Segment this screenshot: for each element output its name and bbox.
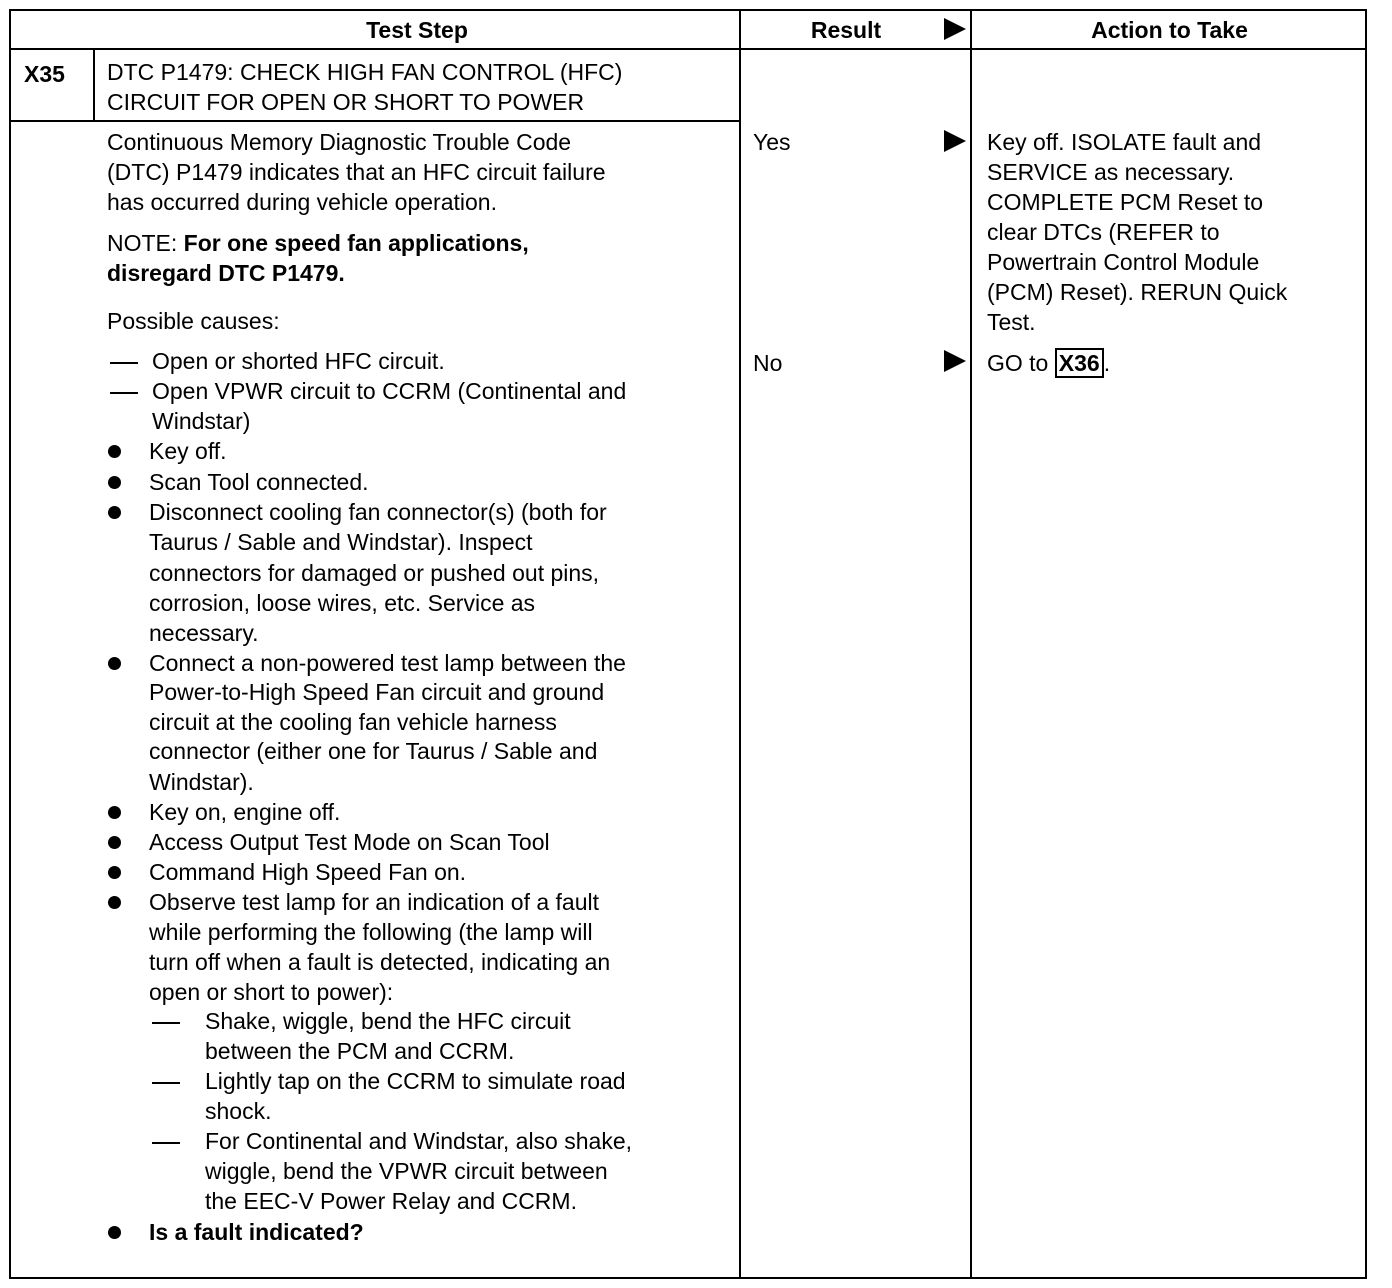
bullet-dot bbox=[108, 476, 121, 489]
action-yes-line: Test. bbox=[987, 309, 1036, 335]
note-text: For one speed fan applications, bbox=[183, 230, 529, 256]
sub-item: Lightly tap on the CCRM to simulate road bbox=[205, 1068, 626, 1094]
step-id-divider bbox=[93, 48, 95, 122]
action-yes-line: (PCM) Reset). RERUN Quick bbox=[987, 279, 1288, 305]
intro-line: (DTC) P1479 indicates that an HFC circuit failure bbox=[107, 159, 606, 185]
sub-item: wiggle, bend the VPWR circuit between bbox=[205, 1158, 608, 1184]
sub-item: Shake, wiggle, bend the HFC circuit bbox=[205, 1008, 571, 1034]
cause-dash bbox=[110, 362, 138, 364]
sub-item: the EEC-V Power Relay and CCRM. bbox=[205, 1188, 577, 1214]
column-divider-action bbox=[970, 9, 972, 1279]
action-yes-line: clear DTCs (REFER to bbox=[987, 219, 1220, 245]
action-no bbox=[987, 348, 1110, 378]
bullet-item: Access Output Test Mode on Scan Tool bbox=[149, 829, 550, 855]
bullet-item: Power-to-High Speed Fan circuit and ground bbox=[149, 679, 605, 705]
bullet-dot bbox=[108, 506, 121, 519]
header-test-step: Test Step bbox=[366, 17, 468, 43]
intro-line: has occurred during vehicle operation. bbox=[107, 189, 497, 215]
step-x36-link[interactable]: X36 bbox=[1055, 348, 1104, 378]
step-id-underline bbox=[9, 120, 95, 122]
sub-item: For Continental and Windstar, also shake, bbox=[205, 1128, 633, 1154]
intro-line: Continuous Memory Diagnostic Trouble Code bbox=[107, 129, 572, 155]
sub-item: between the PCM and CCRM. bbox=[205, 1038, 515, 1064]
question: Is a fault indicated? bbox=[149, 1219, 364, 1245]
bullet-item: Command High Speed Fan on. bbox=[149, 859, 467, 885]
column-divider-result bbox=[739, 9, 741, 1279]
bullet-dot bbox=[108, 657, 121, 670]
bullet-item: Key off. bbox=[149, 438, 227, 464]
action-yes-line: Key off. ISOLATE fault and bbox=[987, 129, 1262, 155]
bullet-item: connector (either one for Taurus / Sable and bbox=[149, 738, 598, 764]
title-divider bbox=[93, 120, 739, 122]
bullet-dot bbox=[108, 836, 121, 849]
bullet-item: corrosion, loose wires, etc. Service as bbox=[149, 590, 536, 616]
bullet-item: while performing the following (the lamp will bbox=[149, 919, 593, 945]
bullet-dot bbox=[108, 896, 121, 909]
result-yes: Yes bbox=[753, 129, 791, 155]
yes-arrow-icon bbox=[944, 130, 966, 152]
bullet-item: turn off when a fault is detected, indicating an bbox=[149, 949, 611, 975]
bullet-dot bbox=[108, 806, 121, 819]
possible-causes-label: Possible causes: bbox=[107, 308, 280, 334]
step-title-line1: DTC P1479: CHECK HIGH FAN CONTROL (HFC) bbox=[107, 59, 623, 85]
bullet-item: open or short to power): bbox=[149, 979, 394, 1005]
header-result: Result bbox=[810, 17, 882, 43]
step-id: X35 bbox=[24, 61, 65, 87]
note-line1 bbox=[107, 228, 529, 258]
bullet-dot bbox=[108, 445, 121, 458]
header-action: Action to Take bbox=[1091, 17, 1248, 43]
sub-dash bbox=[152, 1142, 180, 1144]
action-no-suffix: . bbox=[1103, 350, 1111, 376]
bullet-item: Taurus / Sable and Windstar). Inspect bbox=[149, 529, 533, 555]
action-yes-line: SERVICE as necessary. bbox=[987, 159, 1235, 185]
result-no: No bbox=[753, 350, 783, 376]
step-title-line2: CIRCUIT FOR OPEN OR SHORT TO POWER bbox=[107, 89, 585, 115]
result-arrow-icon bbox=[944, 18, 966, 40]
bullet-item: Disconnect cooling fan connector(s) (both for bbox=[149, 499, 607, 525]
action-yes-line: Powertrain Control Module bbox=[987, 249, 1260, 275]
note-line2: disregard DTC P1479. bbox=[107, 260, 345, 286]
bullet-item: Windstar). bbox=[149, 769, 254, 795]
no-arrow-icon bbox=[944, 350, 966, 372]
cause-item: Open VPWR circuit to CCRM (Continental and bbox=[152, 378, 627, 404]
action-yes-line: COMPLETE PCM Reset to bbox=[987, 189, 1264, 215]
sub-dash bbox=[152, 1082, 180, 1084]
note-prefix: NOTE: bbox=[107, 230, 184, 256]
bullet-item: necessary. bbox=[149, 620, 259, 646]
sub-item: shock. bbox=[205, 1098, 272, 1124]
cause-item: Open or shorted HFC circuit. bbox=[152, 348, 445, 374]
bullet-item: circuit at the cooling fan vehicle harness bbox=[149, 709, 557, 735]
sub-dash bbox=[152, 1022, 180, 1024]
cause-dash bbox=[110, 392, 138, 394]
bullet-item: Key on, engine off. bbox=[149, 799, 341, 825]
bullet-item: Scan Tool connected. bbox=[149, 469, 369, 495]
bullet-dot bbox=[108, 1226, 121, 1239]
cause-item: Windstar) bbox=[152, 408, 251, 434]
bullet-item: connectors for damaged or pushed out pins, bbox=[149, 560, 600, 586]
action-no-prefix: GO to bbox=[987, 350, 1055, 376]
bullet-item: Connect a non-powered test lamp between the bbox=[149, 650, 626, 676]
bullet-item: Observe test lamp for an indication of a fault bbox=[149, 889, 600, 915]
bullet-dot bbox=[108, 866, 121, 879]
